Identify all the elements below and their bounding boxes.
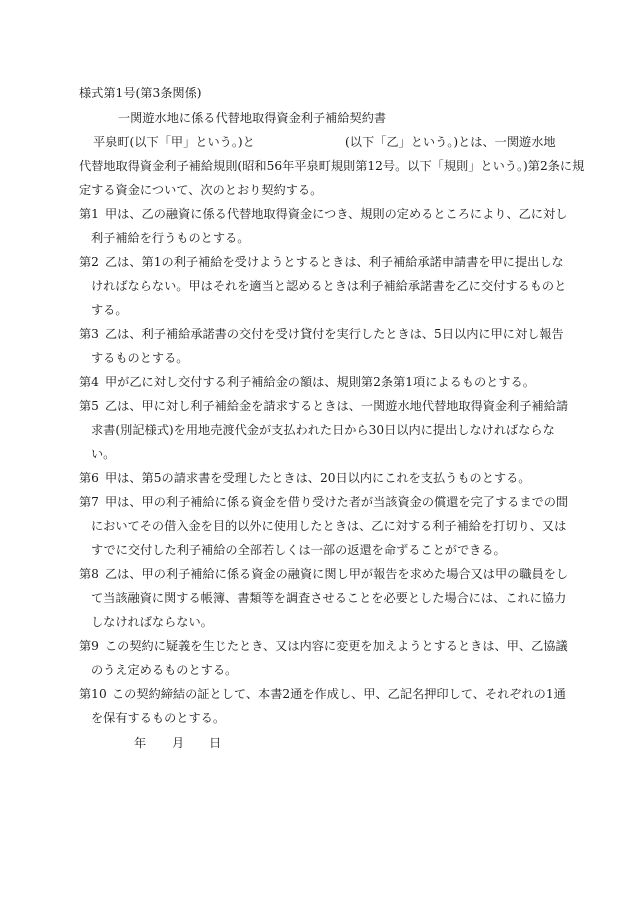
clause-7-number: 第7: [79, 495, 99, 509]
clause-9-line-1: この契約に疑義を生じたとき、又は内容に変更を加えようとするときは、甲、乙協議: [105, 639, 568, 653]
clause-7-line-2: においてその借入金を目的以外に使用したときは、乙に対する利子補給を打切り、又は: [91, 519, 567, 533]
clause-3-line-1: 乙は、利子補給承諾書の交付を受け貸付を実行したときは、5日以内に甲に対し報告: [105, 327, 564, 341]
clause-9-line-2: のうえ定めるものとする。: [91, 663, 238, 677]
preamble-party-a: 平泉町(以下「甲」という。)と: [93, 135, 255, 149]
clause-2-line-3: する。: [91, 303, 128, 317]
clause-2-number: 第2: [79, 255, 99, 269]
clause-2-line-2: ければならない。甲はそれを適当と認めるときは利子補給承諾書を乙に交付するものと: [91, 279, 567, 293]
clause-3-number: 第3: [79, 327, 99, 341]
preamble-party-b: (以下「乙」という。)とは、一関遊水地: [345, 135, 556, 149]
clause-10-number: 第10: [79, 687, 107, 701]
clause-10-line-1: この契約締結の証として、本書2通を作成し、甲、乙記名押印して、それぞれの1通: [112, 687, 566, 701]
preamble-line-2: 代替地取得資金利子補給規則(昭和56年平泉町規則第12号。以下「規則」という。)第2条に規: [79, 159, 585, 173]
clause-7-line-1: 甲は、甲の利子補給に係る資金を借り受けた者が当該資金の償還を完了するまでの間: [105, 495, 569, 509]
clause-6-line-1: 甲は、第5の請求書を受理したときは、20日以内にこれを支払うものとする。: [105, 471, 531, 485]
preamble-line-3: 定する資金について、次のとおり契約する。: [79, 183, 323, 197]
clause-1-number: 第1: [79, 207, 99, 221]
clause-7-line-3: すでに交付した利子補給の全部若しくは一部の返還を命ずることができる。: [91, 543, 506, 557]
clause-5-number: 第5: [79, 399, 99, 413]
document-title: 一関遊水地に係る代替地取得資金利子補給契約書: [118, 111, 387, 125]
clause-9-number: 第9: [79, 639, 99, 653]
clause-1-line-1: 甲は、乙の融資に係る代替地取得資金につき、規則の定めるところにより、乙に対し: [105, 207, 568, 221]
date-day-label: 日: [209, 736, 222, 750]
clause-4-number: 第4: [79, 375, 99, 389]
clause-8-line-1: 乙は、甲の利子補給に係る資金の融資に関し甲が報告を求めた場合又は甲の職員をし: [105, 567, 569, 581]
clause-1-line-2: 利子補給を行うものとする。: [91, 231, 250, 245]
date-month-label: 月: [172, 736, 185, 750]
date-year-label: 年: [134, 736, 147, 750]
form-label: 様式第1号(第3条関係): [79, 86, 202, 100]
clause-3-line-2: するものとする。: [91, 351, 189, 365]
clause-4-line-1: 甲が乙に対し交付する利子補給金の額は、規則第2条第1項によるものとする。: [105, 375, 535, 389]
clause-10-line-2: を保有するものとする。: [91, 711, 226, 725]
clause-6-number: 第6: [79, 471, 99, 485]
clause-5-line-2: 求書(別記様式)を用地売渡代金が支払われた日から30日以内に提出しなければならな: [91, 423, 555, 437]
clause-8-number: 第8: [79, 567, 99, 581]
clause-5-line-3: い。: [91, 447, 116, 461]
clause-5-line-1: 乙は、甲に対し利子補給金を請求するときは、一関遊水地代替地取得資金利子補給請: [105, 399, 569, 413]
clause-2-line-1: 乙は、第1の利子補給を受けようとするときは、利子補給承諾申請書を甲に提出しな: [105, 255, 564, 269]
clause-8-line-2: て当該融資に関する帳簿、書類等を調査させることを必要とした場合には、これに協力: [91, 591, 567, 605]
clause-8-line-3: しなければならない。: [91, 615, 213, 629]
